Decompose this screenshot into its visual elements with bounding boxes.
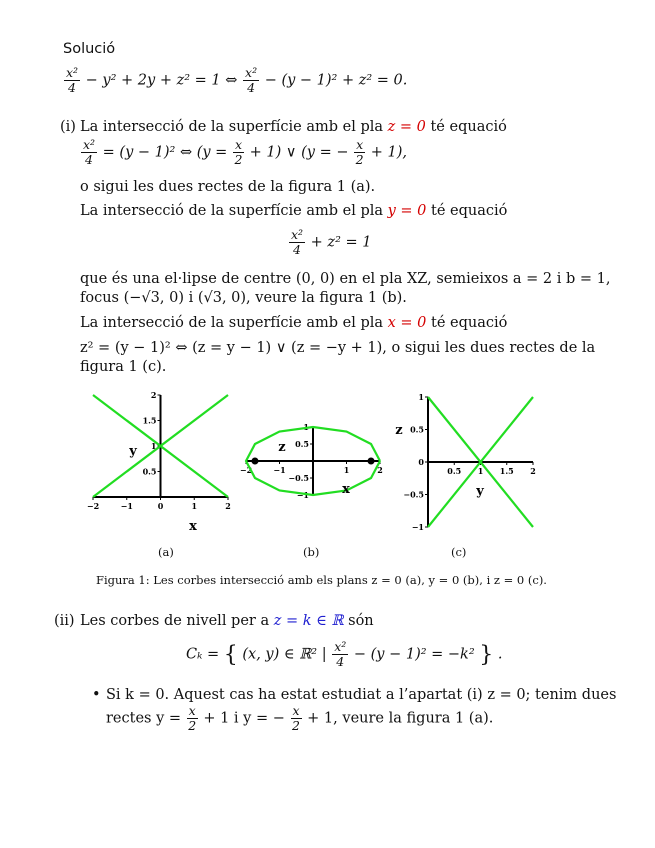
equation-z0: $\frac{\text{x²}}{4}$ = (y − 1)² ⇔ (y = $\frac{x}{2}$ + 1) ∨ (y = − $\frac{x}{2}$ + 1),: [83, 137, 408, 167]
y-axis-label: z: [278, 440, 286, 455]
fraction: $\frac{\text{x²}}{4}$: [291, 227, 304, 257]
y-tick-label: 0: [418, 457, 424, 467]
bullet1-line2: rectes y = $\frac{x}{2}$ + 1 i y = − $\frac{x}{2}$ + 1, veure la figura 1 (a).: [106, 703, 494, 733]
plane-x-eq: x = 0: [387, 315, 427, 331]
bullet-dot: •: [92, 687, 101, 703]
part-i-label: (i): [60, 119, 76, 135]
plane-z-eq: z = 0: [387, 119, 426, 135]
fraction: $\frac{x}{2}$: [234, 137, 243, 167]
y-tick-label: 0.5: [295, 439, 309, 449]
part-ii-line: Les corbes de nivell per a z = k ∈ ℝ són: [80, 613, 374, 629]
subfig-a-label: (a): [158, 545, 174, 559]
focus-point: [368, 458, 375, 465]
part-i-line2: La intersecció de la superfície amb el pla y = 0 té equació: [80, 203, 508, 219]
x-tick-label: 2: [377, 465, 383, 475]
x-tick-label: −2: [86, 501, 100, 511]
x-tick-label: 1: [477, 466, 484, 476]
equation-part: − y² + 2y + z² = 1 ⇔: [85, 72, 238, 89]
x-tick-label: −1: [120, 501, 133, 511]
figure-caption: Figura 1: Les corbes intersecció amb els plans z = 0 (a), y = 0 (b), i z = 0 (c).: [96, 573, 547, 587]
focus-point: [251, 458, 258, 465]
x-tick-label: −1: [273, 465, 286, 475]
x-tick-label: −2: [239, 465, 253, 475]
x-tick-label: 2: [225, 501, 231, 511]
y-tick-label: −1: [296, 490, 309, 500]
y-tick-label: −1: [411, 522, 424, 532]
y-axis-label: y: [129, 444, 137, 459]
bullet1-line1: Si k = 0. Aquest cas ha estat estudiat a l’apartat (i) z = 0; tenim dues: [106, 687, 617, 703]
fraction: $\frac{x}{2}$: [188, 703, 197, 733]
y-tick-label: −0.5: [288, 473, 309, 483]
ck-definition: Cₖ = { (x, y) ∈ ℝ² | $\frac{\text{x²}}{4}$ − (y − 1)² = −k² } .: [186, 639, 503, 669]
x-tick-label: 1.5: [499, 466, 514, 476]
x-axis-label: x: [342, 482, 350, 497]
rects-sentence: o sigui les dues rectes de la figura 1 (a).: [80, 179, 376, 195]
part-i-line1: La intersecció de la superfície amb el pla z = 0 té equació: [80, 119, 507, 135]
y-tick-label: 2: [150, 390, 157, 400]
level-eq: z = k ∈ ℝ: [273, 613, 344, 629]
figure-a: [80, 385, 253, 535]
x-tick-label: 1: [343, 465, 350, 475]
x-tick-label: 0: [157, 501, 164, 511]
main-equation: [63, 66, 407, 95]
fraction: $\frac{x}{2}$: [355, 137, 364, 167]
fraction: $\frac{\text{x²}}{4}$: [245, 65, 258, 95]
y-tick-label: 1: [418, 392, 424, 402]
x-axis-label: y: [476, 484, 484, 499]
y-tick-label: 0.5: [142, 466, 157, 477]
ellipse-line2: focus (−√3, 0) i (√3, 0), veure la figura 1 (b).: [80, 290, 407, 306]
figure-b: [238, 415, 403, 525]
plane-y-eq: y = 0: [387, 203, 427, 219]
eq-x0-line1: z² = (y − 1)² ⇔ (z = y − 1) ∨ (z = −y + 1), o sigui les dues rectes de la: [80, 340, 596, 356]
eq-x0-line2: figura 1 (c).: [80, 359, 167, 375]
fraction: $\frac{\text{x²}}{4}$: [334, 639, 347, 669]
figure-c: [390, 385, 550, 540]
solution-heading: Solució: [63, 41, 116, 57]
equation-y0: $\frac{\text{x²}}{4}$ + z² = 1: [291, 227, 372, 257]
x-tick-label: 0.5: [447, 466, 462, 476]
equation-part: − (y − 1)² + z² = 0.: [264, 72, 408, 89]
brace-open: {: [223, 642, 238, 668]
x-tick-label: 1: [191, 501, 198, 511]
subfig-c-label: (c): [451, 545, 467, 559]
fraction: $\frac{\text{x²}}{4}$: [83, 137, 96, 167]
fraction: $\frac{\text{x²}}{4}$: [66, 65, 79, 95]
fraction: $\frac{x}{2}$: [292, 703, 300, 733]
subfig-b-label: (b): [303, 545, 320, 559]
brace-close: }: [479, 642, 494, 668]
y-tick-label: −0.5: [403, 489, 424, 500]
part-ii-label: (ii): [54, 613, 75, 629]
y-tick-label: 0.5: [410, 424, 424, 435]
x-axis-label: x: [189, 519, 197, 534]
ellipse-line1: que és una el·lipse de centre (0, 0) en el pla XZ, semieixos a = 2 i b = 1,: [80, 271, 611, 287]
part-i-line3: La intersecció de la superfície amb el pla x = 0 té equació: [80, 315, 508, 331]
y-tick-label: 1: [150, 441, 157, 451]
y-tick-label: 1.5: [142, 415, 157, 426]
y-axis-label: z: [395, 423, 403, 438]
y-tick-label: 1: [303, 422, 309, 432]
x-tick-label: 2: [530, 466, 536, 476]
